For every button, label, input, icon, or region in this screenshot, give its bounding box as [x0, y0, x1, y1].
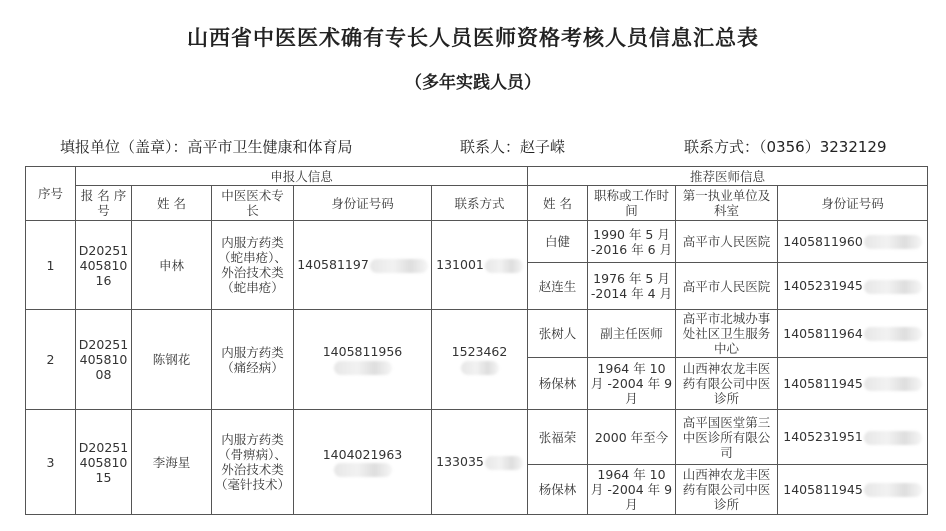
cell-rec-unit: 高平国医堂第三中医诊所有限公司 [676, 410, 778, 465]
cell-contact [432, 410, 528, 515]
redaction-blur [334, 463, 392, 477]
cell-id [294, 310, 432, 410]
cell-rec-title: 副主任医师 [588, 310, 676, 358]
reporting-unit-label: 填报单位（盖章）： [60, 138, 188, 156]
header-seq: 序号 [26, 167, 76, 221]
rec-id-visible-part: 1405811964 [783, 325, 863, 341]
cell-rec-title: 1990 年 5 月 -2016 年 6 月 [588, 221, 676, 263]
page-subtitle: （多年实践人员） [405, 73, 541, 93]
id-visible-part: 1404021963 [322, 446, 403, 462]
cell-seq: 3 [26, 410, 76, 515]
cell-rec-id [778, 310, 928, 358]
contact-phone-value: （0356）3232129 [759, 138, 887, 156]
cell-contact [432, 310, 528, 410]
cell-seq: 2 [26, 310, 76, 410]
cell-rec-name: 张福荣 [528, 410, 588, 465]
cell-seq: 1 [26, 221, 76, 310]
cell-rec-id [778, 358, 928, 410]
rec-id-visible-part: 1405811945 [783, 375, 863, 391]
header-id: 身份证号码 [294, 186, 432, 221]
cell-report-no: D2025140581015 [76, 410, 132, 515]
cell-rec-unit: 高平市北城办事处社区卫生服务中心 [676, 310, 778, 358]
cell-rec-title: 2000 年至今 [588, 410, 676, 465]
cell-rec-title: 1964 年 10 月 -2004 年 9 月 [588, 358, 676, 410]
header-rec-title: 职称或工作时间 [588, 186, 676, 221]
contact-visible-part: 1523462 [451, 344, 508, 360]
cell-rec-id [778, 221, 928, 263]
cell-id [294, 221, 432, 310]
cell-id [294, 410, 432, 515]
table-row [26, 310, 928, 358]
cell-rec-unit: 高平市人民医院 [676, 263, 778, 310]
cell-rec-unit: 高平市人民医院 [676, 221, 778, 263]
table-row [26, 410, 928, 465]
cell-rec-name: 杨保林 [528, 358, 588, 410]
cell-rec-name: 杨保林 [528, 465, 588, 515]
redaction-blur [485, 259, 523, 273]
redaction-blur [864, 483, 922, 497]
reporting-unit-value: 高平市卫生健康和体育局 [187, 138, 353, 156]
header-recommender-group: 推荐医师信息 [528, 167, 928, 186]
header-contact: 联系方式 [432, 186, 528, 221]
contact-person [460, 136, 565, 157]
contact-person-label: 联系人： [460, 138, 521, 156]
redaction-blur [864, 377, 922, 391]
header-specialty: 中医医术专 长 [212, 186, 294, 221]
redaction-blur [334, 361, 392, 375]
rec-id-visible-part: 1405231951 [783, 429, 863, 445]
redaction-blur [370, 259, 428, 273]
cell-rec-title: 1976 年 5 月 -2014 年 4 月 [588, 263, 676, 310]
cell-rec-id [778, 465, 928, 515]
cell-report-no: D2025140581008 [76, 310, 132, 410]
redaction-blur [485, 456, 523, 470]
id-visible-part: 1405811956 [322, 344, 403, 360]
cell-rec-id [778, 263, 928, 310]
redaction-blur [864, 280, 922, 294]
cell-specialty: 内服方药类（蛇串疮）、外治技术类（蛇串疮） [212, 221, 294, 310]
summary-table [25, 166, 928, 515]
header-rec-name: 姓 名 [528, 186, 588, 221]
reporting-unit [60, 136, 353, 157]
contact-visible-part: 131001 [436, 257, 484, 273]
redaction-blur [864, 327, 922, 341]
header-name: 姓 名 [132, 186, 212, 221]
rec-id-visible-part: 1405811945 [783, 481, 863, 497]
id-visible-part: 140581197 [297, 257, 369, 273]
cell-rec-name: 张树人 [528, 310, 588, 358]
redaction-blur [864, 431, 922, 445]
header-rec-unit: 第一执业单位及科室 [676, 186, 778, 221]
contact-phone-label: 联系方式： [684, 138, 760, 156]
rec-id-visible-part: 1405231945 [783, 278, 863, 294]
cell-rec-title: 1964 年 10 月 -2004 年 9 月 [588, 465, 676, 515]
redaction-blur [864, 235, 922, 249]
cell-specialty: 内服方药类（痛经病） [212, 310, 294, 410]
header-applicant-group: 申报人信息 [76, 167, 528, 186]
cell-rec-unit: 山西神农龙丰医药有限公司中医诊所 [676, 465, 778, 515]
contact-person-value: 赵子嵘 [520, 138, 566, 156]
cell-name: 李海星 [132, 410, 212, 515]
rec-id-visible-part: 1405811960 [783, 233, 863, 249]
cell-rec-id [778, 410, 928, 465]
redaction-blur [461, 361, 499, 375]
cell-report-no: D2025140581016 [76, 221, 132, 310]
table-row [26, 221, 928, 263]
cell-specialty: 内服方药类（骨痹病）、外治技术类（毫针技术） [212, 410, 294, 515]
cell-name: 申林 [132, 221, 212, 310]
cell-rec-unit: 山西神农龙丰医药有限公司中医诊所 [676, 358, 778, 410]
cell-rec-name: 赵连生 [528, 263, 588, 310]
cell-rec-name: 白健 [528, 221, 588, 263]
cell-contact [432, 221, 528, 310]
contact-visible-part: 133035 [436, 454, 484, 470]
contact-phone [684, 136, 887, 157]
cell-name: 陈钢花 [132, 310, 212, 410]
page-title: 山西省中医医术确有专长人员医师资格考核人员信息汇总表 [187, 26, 759, 50]
header-rec-id: 身份证号码 [778, 186, 928, 221]
header-report-no: 报 名 序 号 [76, 186, 132, 221]
